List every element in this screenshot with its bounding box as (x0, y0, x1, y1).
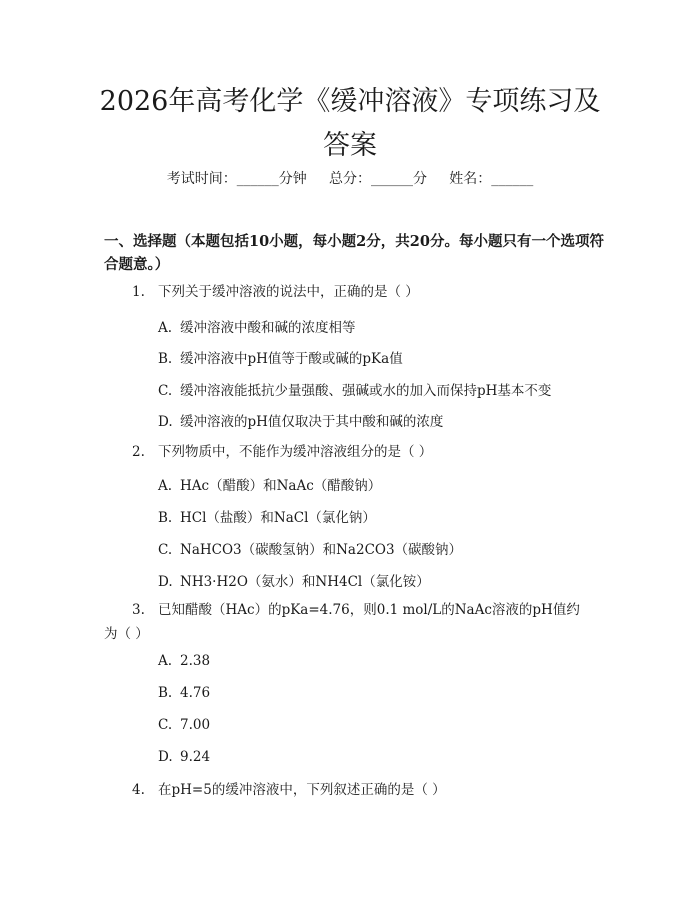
question-1-option-c (158, 379, 551, 399)
question-1-option-b (158, 347, 403, 367)
question-2-option-d (158, 570, 430, 590)
question-1-option-a (158, 316, 356, 336)
option-text: HAc（醋酸）和NaAc（醋酸钠） (180, 478, 382, 494)
option-text: NH3·H2O（氨水）和NH4Cl（氯化铵） (180, 574, 430, 590)
exam-info: 考试时间：______分钟 总分：______分 姓名：______ (166, 171, 534, 187)
question-number: 2. (132, 444, 145, 460)
question-number: 4. (132, 782, 145, 798)
question-4 (132, 778, 592, 802)
question-2 (132, 440, 592, 464)
question-text: 下列关于缓冲溶液的说法中，正确的是（ ） (158, 284, 419, 300)
question-text: 已知醋酸（HAc）的pKa=4.76，则0.1 mol/L的NaAc溶液的pH值约为（ ） (104, 602, 580, 642)
question-3-option-c (158, 717, 210, 733)
option-text: 2.38 (180, 653, 211, 669)
option-letter: D. (158, 414, 173, 430)
question-number: 3. (132, 602, 145, 618)
question-3-option-d (158, 749, 210, 765)
option-letter: D. (158, 749, 173, 765)
option-text: HCl（盐酸）和NaCl（氯化钠） (180, 510, 376, 526)
question-2-option-b (158, 506, 376, 526)
option-letter: C. (158, 717, 173, 733)
option-text: 7.00 (180, 717, 211, 733)
option-text: NaHCO3（碳酸氢钠）和Na2CO3（碳酸钠） (180, 542, 463, 558)
question-1 (132, 280, 592, 304)
option-letter: B. (158, 351, 173, 367)
option-letter: C. (158, 383, 173, 399)
option-text: 9.24 (180, 749, 211, 765)
question-2-option-a (158, 474, 381, 494)
option-text: 缓冲溶液能抵抗少量强酸、强碱或水的加入而保持pH基本不变 (180, 383, 552, 399)
option-letter: B. (158, 510, 173, 526)
section-heading: 一、选择题（本题包括10小题，每小题2分，共20分。每小题只有一个选项符合题意。） (104, 233, 604, 273)
question-1-option-d (158, 410, 443, 430)
option-text: 缓冲溶液的pH值仅取决于其中酸和碱的浓度 (180, 414, 444, 430)
question-3 (104, 598, 592, 646)
option-text: 缓冲溶液中pH值等于酸或碱的pKa值 (180, 351, 403, 367)
option-letter: D. (158, 574, 173, 590)
option-letter: A. (158, 320, 173, 336)
question-text: 下列物质中，不能作为缓冲溶液组分的是（ ） (158, 444, 433, 460)
option-letter: B. (158, 685, 173, 701)
option-letter: A. (158, 653, 173, 669)
question-number: 1. (132, 284, 145, 300)
option-letter: A. (158, 478, 173, 494)
option-letter: C. (158, 542, 173, 558)
option-text: 4.76 (180, 685, 211, 701)
question-2-option-c (158, 538, 462, 558)
question-3-option-a (158, 653, 210, 669)
question-3-option-b (158, 685, 210, 701)
page-title: 2026年高考化学《缓冲溶液》专项练习及答案 (99, 86, 601, 161)
question-text: 在pH=5的缓冲溶液中，下列叙述正确的是（ ） (158, 782, 446, 798)
option-text: 缓冲溶液中酸和碱的浓度相等 (180, 320, 356, 336)
